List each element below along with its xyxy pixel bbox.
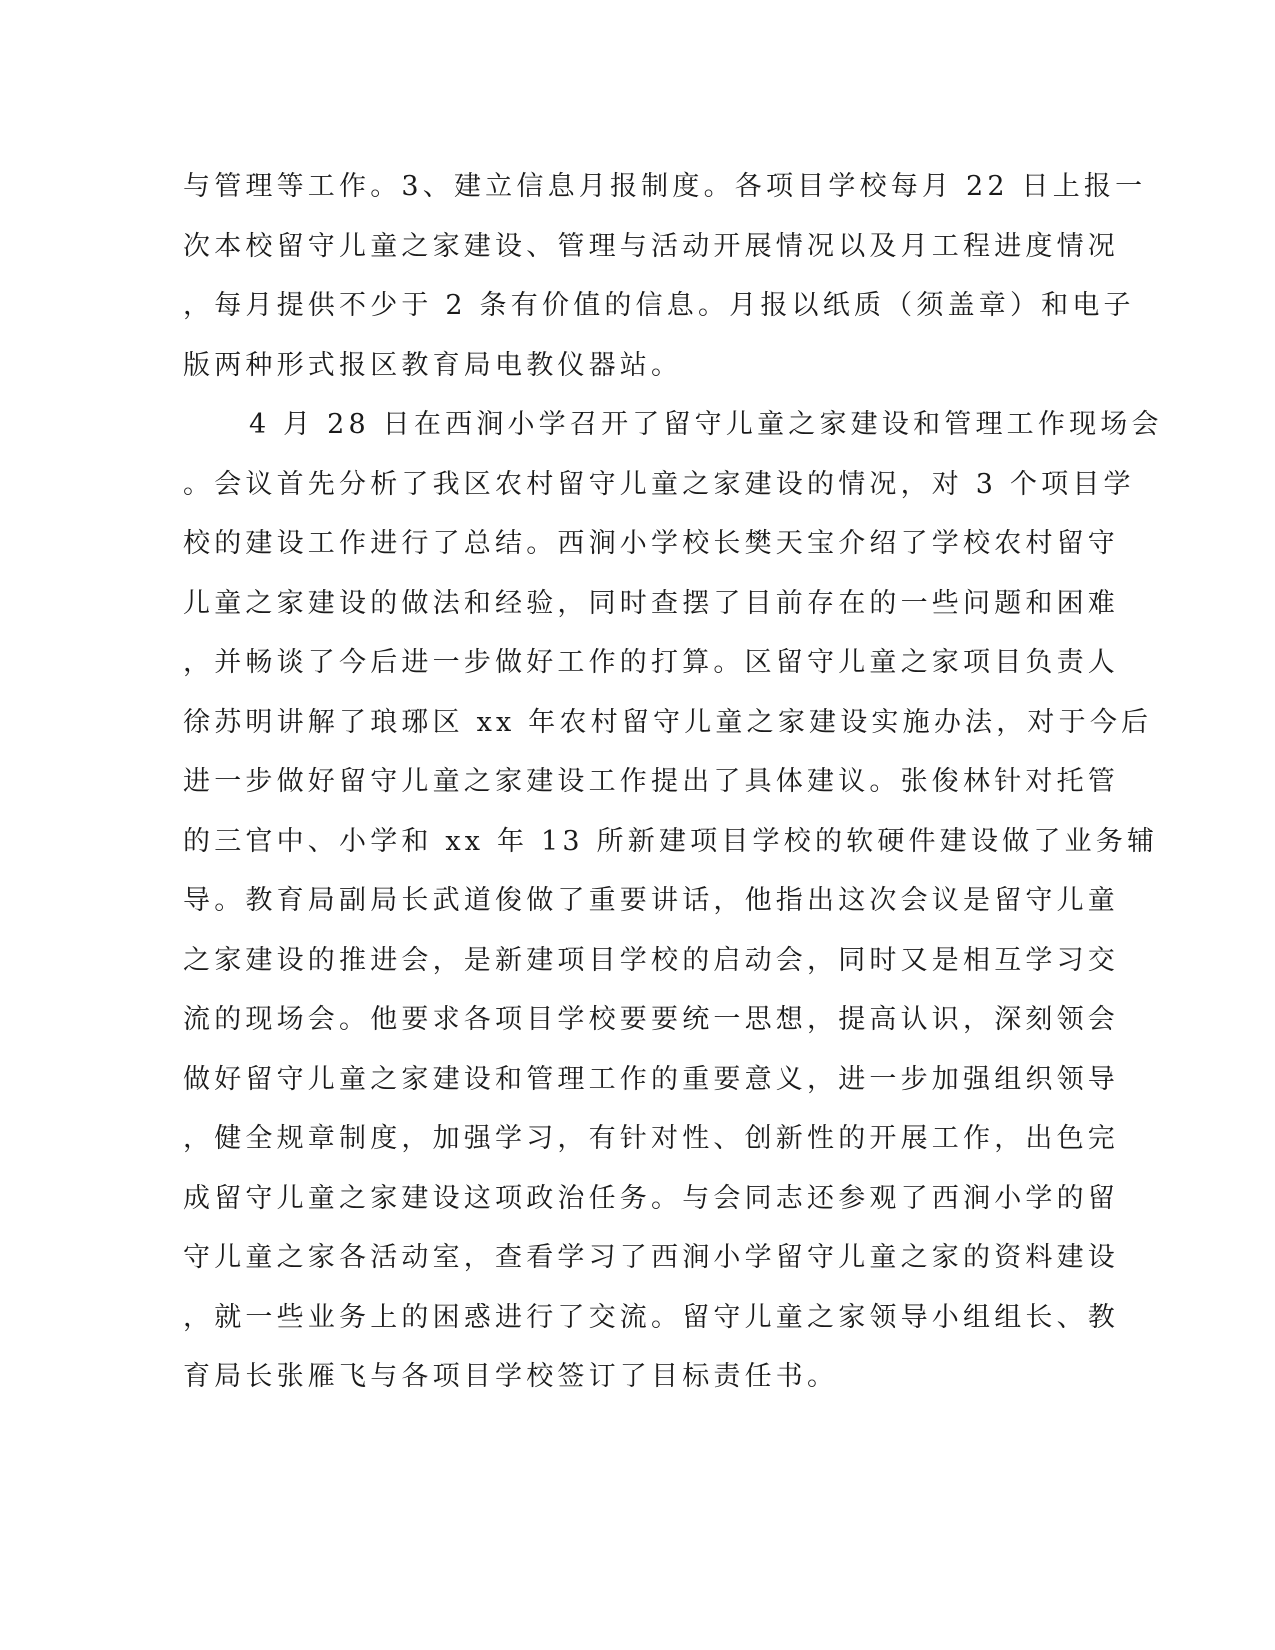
paragraph-1 — [183, 157, 1147, 395]
paragraph-line: 徐苏明讲解了琅琊区 xx 年农村留守儿童之家建设实施办法，对于今后 — [183, 706, 1153, 738]
paragraph-line: 4 月 28 日在西涧小学召开了留守儿童之家建设和管理工作现场会 — [249, 409, 1163, 440]
paragraph-line: 版两种形式报区教育局电教仪器站。 — [183, 349, 683, 381]
paragraph-line: ，每月提供不少于 2 条有价值的信息。月报以纸质（须盖章）和电子 — [183, 290, 1135, 321]
paragraph-line: 次本校留守儿童之家建设、管理与活动开展情况以及月工程进度情况 — [183, 230, 1119, 262]
paragraph-line: 成留守儿童之家建设这项政治任务。与会同志还参观了西涧小学的留 — [183, 1182, 1119, 1214]
paragraph-line: 流的现场会。他要求各项目学校要要统一思想，提高认识，深刻领会 — [183, 1004, 1119, 1035]
paragraph-line: 与管理等工作。3、建立信息月报制度。各项目学校每月 22 日上报一 — [183, 171, 1147, 202]
paragraph-line: 做好留守儿童之家建设和管理工作的重要意义，进一步加强组织领导 — [183, 1063, 1119, 1095]
paragraph-line: 校的建设工作进行了总结。西涧小学校长樊天宝介绍了学校农村留守 — [183, 528, 1119, 559]
paragraph-line: 导。教育局副局长武道俊做了重要讲话，他指出这次会议是留守儿童 — [183, 885, 1119, 916]
paragraph-line: 之家建设的推进会，是新建项目学校的启动会，同时又是相互学习交 — [183, 944, 1119, 976]
paragraph-line: ，健全规章制度，加强学习，有针对性、创新性的开展工作，出色完 — [183, 1123, 1119, 1154]
paragraph-2 — [183, 395, 1163, 1407]
paragraph-line: ，并畅谈了今后进一步做好工作的打算。区留守儿童之家项目负责人 — [183, 647, 1119, 678]
paragraph-line: 儿童之家建设的做法和经验，同时查摆了目前存在的一些问题和困难 — [183, 587, 1119, 619]
paragraph-line: 的三官中、小学和 xx 年 13 所新建项目学校的软硬件建设做了业务辅 — [183, 825, 1159, 857]
paragraph-line: 。会议首先分析了我区农村留守儿童之家建设的情况，对 3 个项目学 — [183, 468, 1135, 500]
paragraph-line: 育局长张雁飞与各项目学校签订了目标责任书。 — [183, 1361, 839, 1392]
paragraph-line: 守儿童之家各活动室，查看学习了西涧小学留守儿童之家的资料建设 — [183, 1242, 1119, 1273]
document-body — [183, 157, 1163, 1407]
paragraph-line: ，就一些业务上的困惑进行了交流。留守儿童之家领导小组组长、教 — [183, 1301, 1119, 1333]
paragraph-line: 进一步做好留守儿童之家建设工作提出了具体建议。张俊林针对托管 — [183, 766, 1119, 797]
